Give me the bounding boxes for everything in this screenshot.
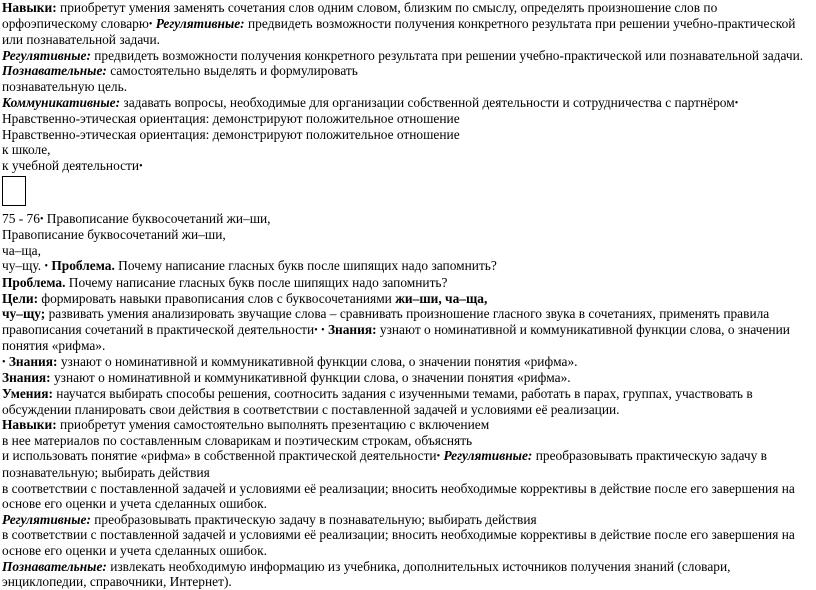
bullet-icon: • bbox=[2, 356, 6, 368]
text-bold: жи–ши, ча–ща, bbox=[391, 290, 488, 306]
label: Регулятивные: bbox=[2, 511, 91, 527]
label: Знания: bbox=[324, 321, 377, 337]
label: Умения: bbox=[2, 386, 53, 402]
paragraph-skills-1 bbox=[2, 0, 814, 48]
paragraph-activity bbox=[2, 158, 814, 175]
paragraph-skills-2-cont: в нее материалов по составленным словарикам и поэтическим строкам, объяснять bbox=[2, 432, 473, 448]
paragraph-regulative-3 bbox=[2, 512, 814, 528]
text: Почему написание гласных букв после шипящих надо запомнить? bbox=[114, 258, 497, 274]
text: 75 - 76 bbox=[2, 210, 40, 226]
text: чу–щу. bbox=[2, 258, 42, 274]
text: самостоятельно выделять и формулировать bbox=[106, 63, 358, 79]
empty-table-cell bbox=[2, 176, 26, 206]
label: Регулятивные: bbox=[2, 47, 91, 63]
bullet-icon: • bbox=[148, 18, 153, 30]
bullet-icon: • bbox=[39, 213, 44, 225]
paragraph-skills-2-cont2 bbox=[2, 448, 814, 480]
paragraph-goals-cont bbox=[2, 306, 814, 354]
paragraph-regulative-1 bbox=[2, 48, 814, 64]
paragraph-topic-cha: ча–ща, bbox=[2, 242, 41, 258]
text: и использовать понятие «рифма» в собственной практической деятельности bbox=[2, 448, 437, 464]
bullet-icon: • bbox=[734, 97, 739, 109]
bullet-icon: • bbox=[44, 261, 49, 273]
text: предвидеть возможности получения конкретного результата при решении учебно-практической или познавательной задачи. bbox=[90, 47, 804, 63]
label: Проблема. bbox=[48, 258, 115, 274]
paragraph-regulative-3-cont: в соответствии с поставленной задачей и условиями её реализации; вносить необходимые коррективы в действие после его завершения на основе его оценки и учета сделанных ошибок. bbox=[2, 527, 795, 558]
paragraph-cognitive-1 bbox=[2, 63, 814, 79]
bullet-icon: • bbox=[139, 160, 143, 172]
text: преобразовывать практическую задачу в познавательную; выбирать действия bbox=[90, 511, 537, 527]
paragraph-skills-2 bbox=[2, 417, 814, 433]
paragraph-problem bbox=[2, 275, 814, 291]
paragraph-knowledge-1 bbox=[2, 354, 814, 371]
text: извлекать необходимую информацию из учебника, дополнительных источников получения знаний (словари, энциклопедии, справочники, Интернет). bbox=[2, 558, 731, 590]
paragraph-cognitive-1-cont: познавательную цель. bbox=[2, 78, 128, 94]
paragraph-regulative-2-cont: в соответствии с поставленной задачей и условиями её реализации; вносить необходимые коррективы в действие после его завершения на основе его оценки и учета сделанных ошибок. bbox=[2, 480, 795, 512]
paragraph-cognitive-2 bbox=[2, 559, 814, 590]
text: научатся выбирать способы решения, соотносить задания с изученными темами, работать в парах, группах, участвовать в обсуждении планировать свои действия в соответствии с поставленной задачей и условиями её реализации. bbox=[2, 386, 753, 417]
label: Навыки: bbox=[2, 417, 57, 433]
paragraph-knowledge-2 bbox=[2, 370, 814, 386]
paragraph-ethics: Нравственно-этическая ориентация: демонстрируют положительное отношение bbox=[2, 126, 460, 142]
label: Знания: bbox=[2, 370, 51, 386]
label: Коммуникативные: bbox=[2, 94, 121, 110]
paragraph-goals bbox=[2, 291, 814, 307]
text: узнают о номинативной и коммуникативной функции слова, о значении понятия «рифма». bbox=[57, 353, 578, 369]
text: приобретут умения заменять сочетания слов одним словом, близким по смыслу, определять произношение слов по орфоэпическому словарю bbox=[2, 0, 718, 31]
label: Познавательные: bbox=[2, 63, 107, 79]
paragraph-topic: Правописание буквосочетаний жи–ши, bbox=[2, 227, 226, 243]
label: Цели: bbox=[2, 290, 39, 306]
text: Почему написание гласных букв после шипящих надо запомнить? bbox=[65, 274, 448, 290]
text: развивать умения анализировать звучащие слова – сравнивать произношение гласного звука в сочетаниях, применять правила правописания сочетаний в практической деятельности bbox=[2, 306, 770, 337]
paragraph-communicative-1 bbox=[2, 95, 814, 127]
label: Познавательные: bbox=[2, 558, 107, 574]
text: узнают о номинативной и коммуникативной функции слова, о значении понятия «рифма». bbox=[2, 321, 790, 354]
label: Регулятивные: bbox=[152, 15, 245, 31]
text: приобретут умения самостоятельно выполнять презентацию с включением bbox=[56, 417, 490, 433]
label: Регулятивные: bbox=[440, 448, 533, 464]
text-bold: чу–щу; bbox=[2, 306, 46, 322]
label: Проблема. bbox=[2, 274, 66, 290]
bullet-icon: • bbox=[436, 451, 441, 463]
paragraph-lesson-number bbox=[2, 211, 814, 228]
paragraph-abilities bbox=[2, 386, 814, 417]
text: к учебной деятельности bbox=[2, 157, 140, 173]
paragraph-topic-chu bbox=[2, 258, 814, 275]
text: узнают о номинативной и коммуникативной функции слова, о значении понятия «рифма». bbox=[50, 370, 571, 386]
text: преобразовывать практическую задачу в познавательную; выбирать действия bbox=[2, 448, 767, 481]
text: предвидеть возможности получения конкретного результата при решении учебно-практической или познавательной задачи. bbox=[2, 15, 796, 48]
text: Правописание буквосочетаний жи–ши, bbox=[43, 210, 271, 226]
text: Нравственно-этическая ориентация: демонстрируют положительное отношение bbox=[2, 111, 460, 127]
text: формировать навыки правописания слов с буквосочетаниями bbox=[38, 290, 392, 306]
bullet-icon: • bbox=[321, 324, 325, 336]
text: задавать вопросы, необходимые для организации собственной деятельности и сотрудничества с партнёром bbox=[120, 94, 735, 110]
paragraph-school: к школе, bbox=[2, 142, 51, 158]
label: Знания: bbox=[5, 353, 58, 369]
label: Навыки: bbox=[2, 0, 57, 15]
bullet-icon: • bbox=[314, 324, 318, 336]
